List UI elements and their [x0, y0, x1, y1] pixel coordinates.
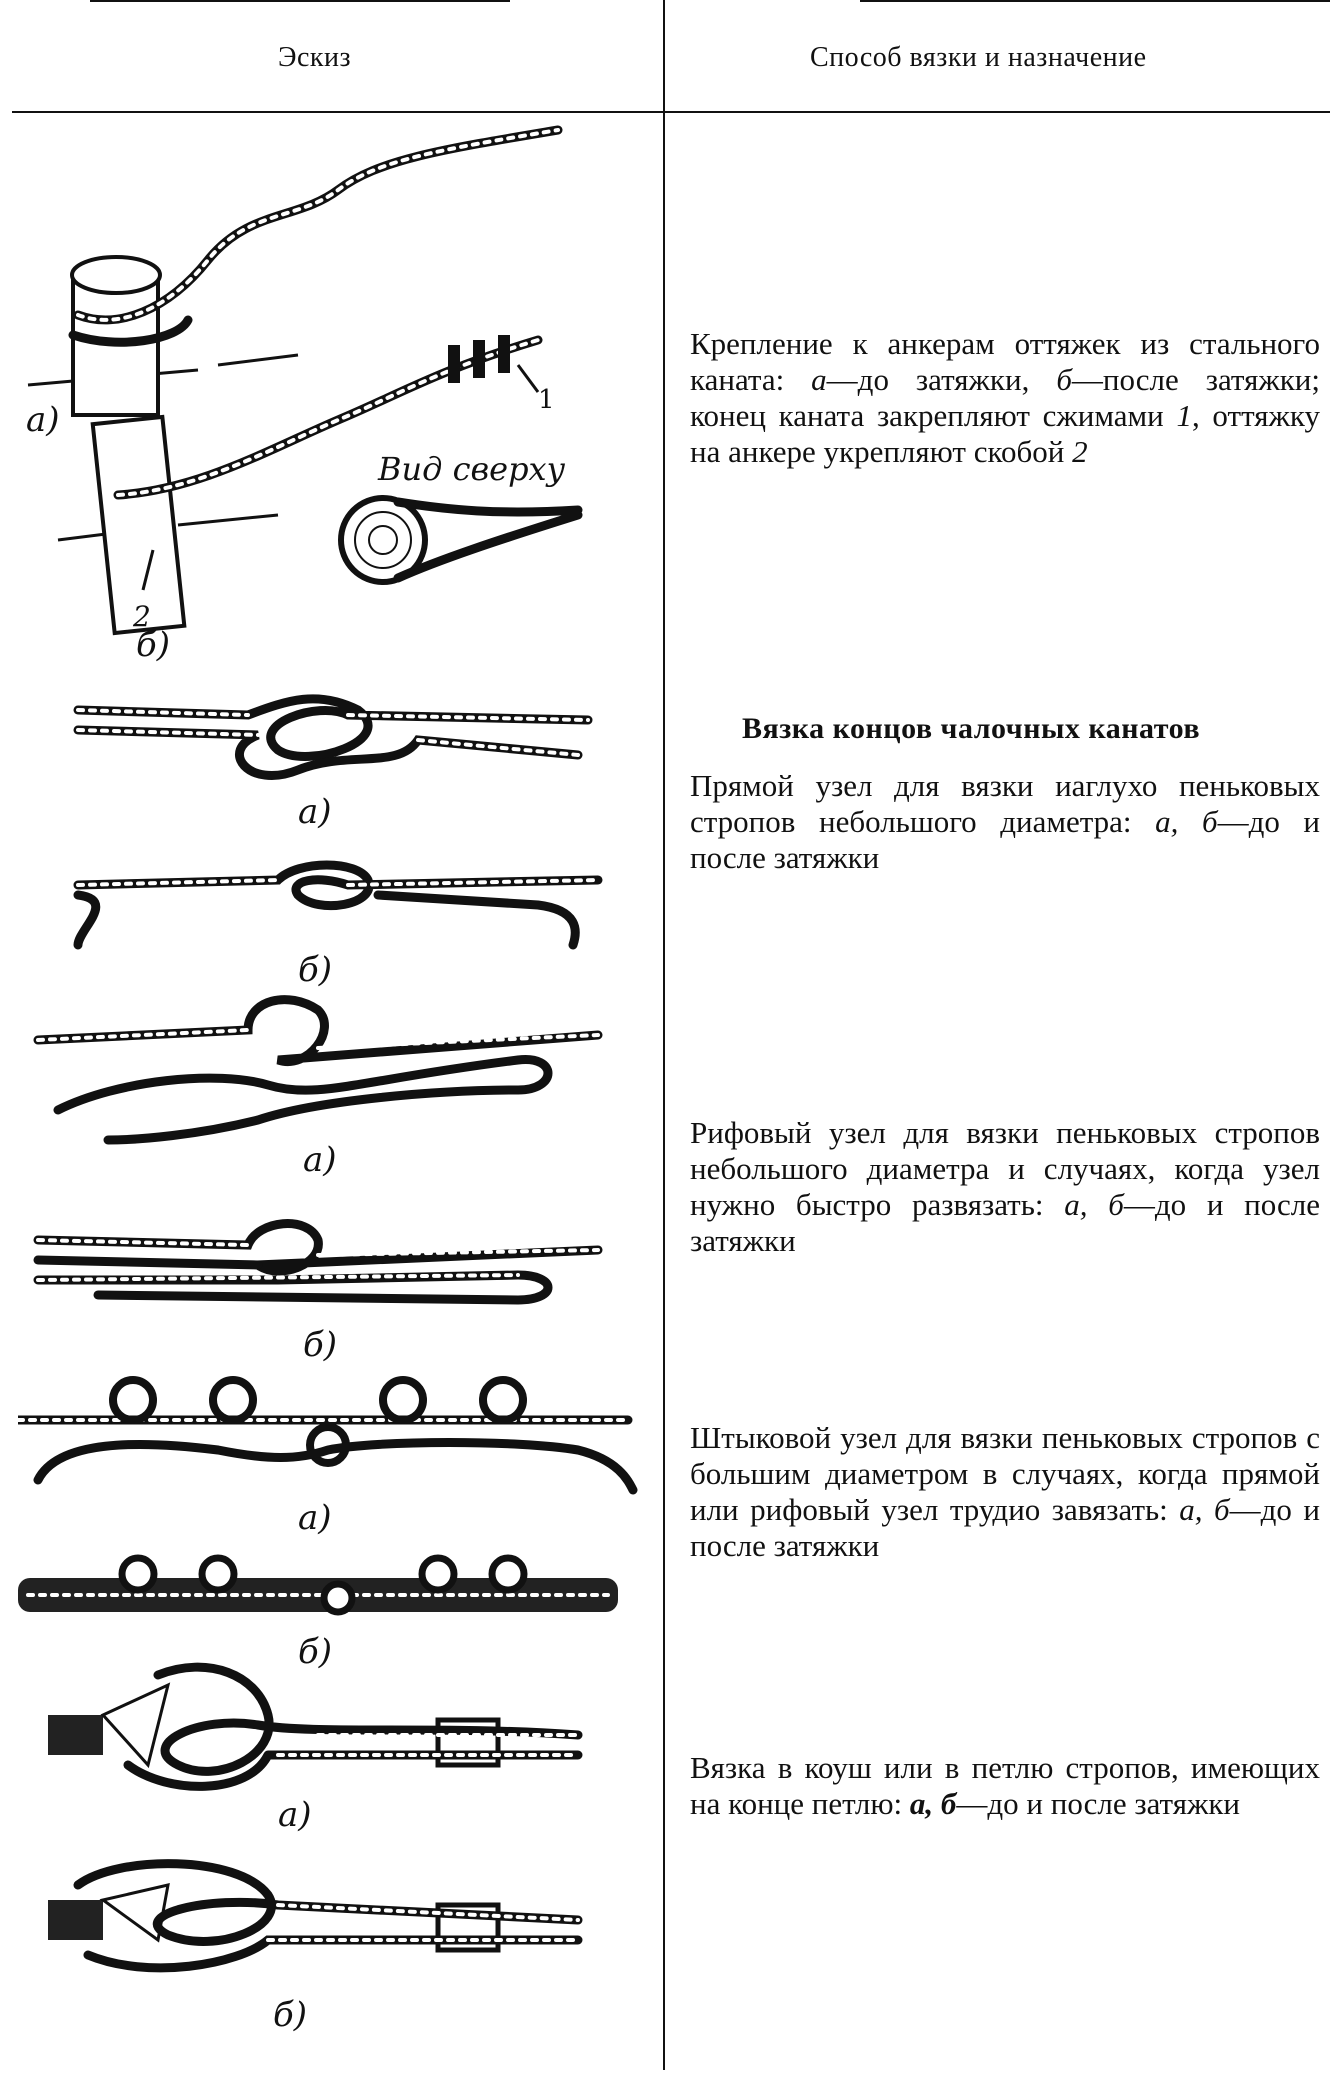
reef-b-label: б)	[303, 1325, 338, 1365]
anchor-label-a: а)	[26, 400, 60, 440]
anchor-callout-2: 2	[133, 600, 151, 633]
square-knot-description: Прямой узел для вязки иаглухо пеньковых стропов небольшого диаметра: а, б—до и после затяжки	[690, 768, 1321, 875]
reef-knot-b-sketch	[18, 1205, 658, 1365]
thimble-description: Вязка в коуш или в петлю стропов, имеющих на конце петлю: а, б—до и после затяжки	[690, 1750, 1320, 1821]
top-view-caption: Вид сверху	[378, 450, 566, 488]
header-sketch: Эскиз	[278, 42, 352, 73]
section-heading: Вязка концов чалочных канатов	[742, 712, 1201, 745]
anchor-guy-sketch	[18, 120, 658, 680]
thimble-a-label: а)	[278, 1795, 312, 1835]
bayonet-a-label: а)	[298, 1498, 332, 1538]
square-knot-b-sketch	[18, 850, 658, 990]
anchor-label-b: б)	[136, 625, 171, 665]
bayonet-knot-description: Штыковой узел для вязки пеньковых стропов с большим диаметром в случаях, когда прямой или рифовый узел трудио завязать: а, б—до и после затяжки	[690, 1420, 1320, 1563]
anchor-callout-1: 1	[538, 385, 555, 415]
thimble-knot-b-sketch	[18, 1845, 658, 2050]
bayonet-b-label: б)	[298, 1632, 333, 1672]
reef-a-label: а)	[303, 1140, 337, 1180]
square-a-label: а)	[298, 792, 332, 832]
column-divider	[663, 0, 665, 2070]
square-b-label: б)	[298, 950, 333, 990]
bayonet-knot-a-sketch	[18, 1370, 658, 1540]
reef-knot-description: Рифовый узел для вязки пеньковых стропов небольшого диаметра и случаях, когда узел нужно быстро развязать: а, б—до и после затяжки	[690, 1115, 1321, 1258]
thimble-b-label: б)	[273, 1995, 308, 2035]
anchor-description: Крепление к анкерам оттяжек из стального каната: а—до затяжки, б—после затяжки; конец каната закрепляют сжимами 1, оттяжку на анкере укрепляют скобой 2	[690, 326, 1321, 469]
header-rule	[12, 111, 1330, 113]
top-rule-right	[860, 0, 1330, 2]
thimble-knot-a-sketch	[18, 1655, 658, 1850]
top-rule-left	[90, 0, 510, 2]
reef-knot-a-sketch	[18, 990, 658, 1190]
square-knot-a-sketch	[18, 680, 658, 840]
header-method: Способ вязки и назначение	[810, 42, 1147, 73]
